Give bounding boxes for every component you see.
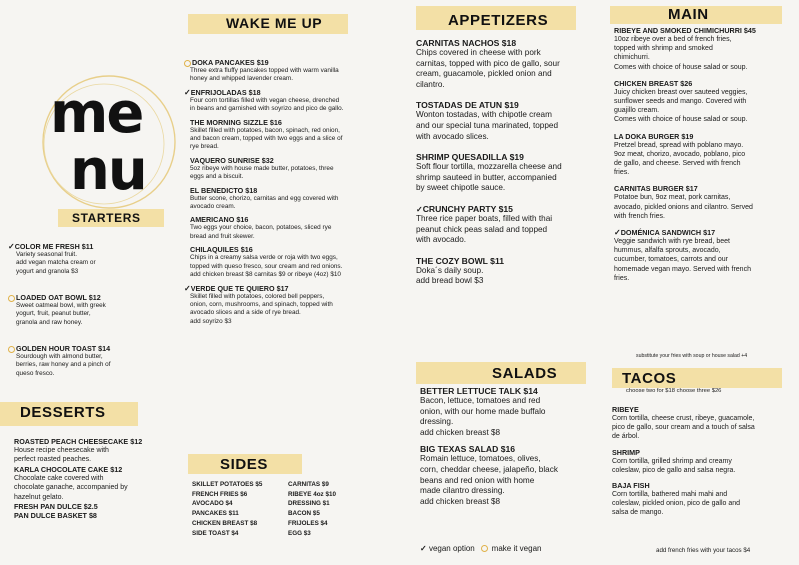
wake-heading: WAKE ME UP [226, 15, 323, 31]
circle-icon [8, 295, 15, 302]
logo-nu: nu [70, 138, 146, 203]
dessert-title: ROASTED PEACH CHEESECAKE $12 [14, 437, 143, 446]
main-title: LA DOKA BURGER $19 [614, 131, 694, 141]
dessert-title: FRESH PAN DULCE $2.5 [14, 502, 98, 512]
appetizer-title: THE COZY BOWL $11 [416, 255, 505, 266]
wake-desc: Three extra fluffy pancakes topped with warm vanilla honey and whipped lavender cream. [190, 67, 339, 83]
desserts-heading: DESSERTS [20, 404, 106, 421]
taco-title: RIBEYE [612, 405, 639, 414]
leaf-icon: ✓ [614, 228, 621, 238]
leaf-icon: ✓ [8, 242, 15, 251]
sides-heading: SIDES [220, 456, 269, 473]
side-item: PANCAKES $11 [192, 510, 239, 518]
taco-title: SHRIMP [612, 447, 640, 457]
appetizer-desc: Wonton tostadas, with chipotle cream and our special tuna marinated, topped with avocado slices. [416, 110, 559, 141]
desserts-list [14, 437, 184, 520]
main-desc: Pretzel bread, spread with poblano mayo. 9oz meat, chorizo, avocado, poblano, pico de gallo, and cheese. Served with french fries. [614, 141, 746, 177]
starter-item [8, 242, 178, 276]
starter-item [8, 293, 178, 327]
sides-col-1 [192, 480, 262, 538]
wake-desc: Two eggs your choice, bacon, potatoes, sliced rye bread and fruit skewer. [190, 224, 332, 240]
wake-title: THE MORNING SIZZLE $16 [190, 117, 282, 127]
wake-desc: Skillet filled with potatoes, colored bell peppers, onion, corn, mushrooms, and spinach, topped with avocado slices and a side of rye bread. add soyrizo $3 [190, 292, 333, 325]
salad-desc: Bacon, lettuce, tomatoes and red onion, with our home made buffalo dressing. add chicken breast $8 [420, 396, 546, 437]
appetizer-desc: Doka´s daily soup. add bread bowl $3 [416, 265, 484, 286]
taco-title: BAJA FISH [612, 481, 650, 491]
main-desc: Juicy chicken breast over sauteed veggies, sunflower seeds and mango. Covered with guajillo cream. Comes with choice of house salad or soup. [614, 88, 748, 124]
side-item: CHICKEN BREAST $8 [192, 519, 258, 527]
appetizer-title: CRUNCHY PARTY $15 [422, 203, 513, 214]
side-item: FRIJOLES $4 [288, 519, 328, 527]
starter-item [8, 344, 178, 378]
sides-col-2 [288, 480, 336, 538]
wake-title: DOKA PANCAKES $19 [192, 58, 269, 67]
side-item: DRESSING $1 [288, 500, 330, 508]
dessert-title: KARLA CHOCOLATE CAKE $12 [14, 464, 123, 474]
side-item: SKILLET POTATOES $5 [192, 481, 263, 488]
wake-title: VAQUERO SUNRISE $32 [190, 155, 274, 165]
wake-desc: Skillet filled with potatoes, bacon, spinach, red onion, and bacon cream, topped with two eggs and a slice of rye bread. [190, 126, 343, 151]
salad-title: BETTER LETTUCE TALK $14 [420, 386, 538, 396]
salads-heading: SALADS [492, 365, 558, 382]
logo-me: me [50, 81, 143, 146]
dessert-desc: House recipe cheesecake with perfect roasted peaches. [14, 447, 109, 464]
appetizer-desc: Three rice paper boats, filled with thai peanut chick peas salad and topped with avocado. [416, 213, 553, 245]
side-item: BACON $5 [288, 510, 320, 518]
main-note: substitute your fries with soup or house salad +4 [636, 353, 748, 359]
main-desc: Veggie sandwich with rye bread, beet hummus, alfalfa sprouts, avocado, cucumber, tomatoes, carrots and our homemade vegan mayo. Served with french fries. [614, 238, 751, 282]
circle-icon [184, 60, 191, 67]
leaf-icon: ✓ [184, 283, 191, 293]
wake-title: CHILAQUILES $16 [190, 245, 253, 255]
appetizer-desc: Chips covered in cheese with pork carnitas, topped with pico de gallo, sour cream, guacamole, pickled onion and cilantro. [416, 48, 560, 89]
tacos-note: add french fries with your tacos $4 [656, 547, 751, 554]
salad-desc: Romain lettuce, tomatoes, olives, corn, cheddar cheese, jalapeño, black beans and red onion with home made cilantro dressing. add chicken breast $8 [420, 454, 558, 506]
wake-desc: Four corn tortillas filled with vegan cheese, drenched in beans and garnished with soyrizo and pico de gallo. [190, 96, 344, 113]
side-item: SIDE TOAST $4 [192, 529, 239, 537]
side-item: CARNITAS $9 [288, 481, 329, 488]
wake-desc: 5oz ribeye with house made butter, potatoes, three eggs and a biscuit. [190, 164, 334, 181]
starter-desc: Variety seasonal fruit. add vegan matcha cream or yogurt and granola $3 [16, 251, 96, 275]
appetizers-heading: APPETIZERS [448, 12, 549, 29]
side-item: EGG $3 [288, 529, 311, 537]
legend-vegan: vegan option [428, 544, 475, 553]
leaf-icon: ✓ [416, 204, 423, 214]
side-item: AVOCADO $4 [192, 500, 233, 508]
starter-title: COLOR ME FRESH $11 [14, 242, 94, 251]
salads-list [420, 386, 606, 507]
tacos-heading: TACOS [622, 370, 677, 387]
appetizer-desc: Soft flour tortilla, mozzarella cheese and shrimp sauteed in butter, accompanied by sweet chipotle sauce. [416, 162, 562, 193]
appetizer-title: SHRIMP QUESADILLA $19 [416, 152, 524, 163]
circle-icon [481, 545, 488, 552]
wake-title: ENFRIJOLADAS $18 [190, 87, 261, 97]
legend [420, 544, 541, 553]
salad-title: BIG TEXAS SALAD $16 [420, 444, 516, 455]
starters-heading: STARTERS [72, 211, 141, 225]
main-desc: 10oz ribeye over a bed of french fries, topped with shrimp and smoked chimichurri. Comes with choice of house salad or soup. [614, 36, 748, 71]
leaf-icon: ✓ [420, 544, 427, 553]
main-desc: Potatoe bun, 9oz meat, pork carnitas, avocado, pickled onions and cilantro. Served with french fries. [614, 194, 753, 220]
side-item: FRENCH FRIES $6 [192, 490, 248, 498]
legend-make-vegan: make it vegan [491, 544, 542, 553]
appetizers-list [416, 38, 602, 287]
starter-desc: Sweet oatmeal bowl, with greek yogurt, fruit, peanut butter, granola and raw honey. [16, 302, 106, 326]
starter-desc: Sourdough with almond butter, berries, raw honey and a pinch of queso fresco. [16, 353, 111, 377]
taco-desc: Corn tortilla, grilled shrimp and creamy coleslaw, pico de gallo and salsa negra. [612, 457, 736, 474]
leaf-icon: ✓ [184, 87, 191, 97]
main-title: CARNITAS BURGER $17 [614, 184, 698, 194]
taco-desc: Corn tortilla, cheese crust, ribeye, guacamole, pico de gallo, sour cream and a touch of salsa de árbol. [612, 415, 755, 441]
wake-list [184, 58, 409, 326]
main-heading: MAIN [668, 6, 709, 23]
main-list [614, 26, 794, 283]
taco-desc: Corn tortilla, bathered mahi mahi and coleslaw, pickled onion, pico de gallo and salsa de mango. [612, 491, 741, 517]
main-title: CHICKEN BREAST $26 [614, 78, 693, 88]
wake-desc: Chips in a creamy salsa verde or roja with two eggs, topped with queso fresco, sour cream and red onions. add chicken breast $8 carnitas $9 or ribeye (4oz) $10 [190, 254, 343, 279]
wake-title: VERDE QUE TE QUIERO $17 [190, 283, 289, 293]
tacos-list [612, 405, 792, 518]
side-item: RIBEYE 4oz $10 [288, 490, 336, 498]
appetizer-title: TOSTADAS DE ATUN $19 [416, 100, 519, 111]
appetizer-title: CARNITAS NACHOS $18 [416, 38, 517, 48]
main-title: DOMÉNICA SANDWICH $17 [620, 228, 716, 238]
wake-title: AMERICANO $16 [190, 215, 249, 225]
starter-title: GOLDEN HOUR TOAST $14 [16, 344, 111, 353]
tacos-price-note: choose two for $18 choose three $26 [626, 388, 722, 394]
dessert-title: PAN DULCE BASKET $8 [14, 511, 97, 521]
wake-desc: Butter scone, chorizo, carnitas and egg covered with avocado cream. [190, 194, 339, 211]
starter-title: LOADED OAT BOWL $12 [16, 293, 101, 302]
circle-icon [8, 346, 15, 353]
dessert-desc: Chocolate cake covered with chocolate ganache, accompanied by hazelnut gelato. [14, 474, 128, 501]
wake-title: EL BENEDICTO $18 [190, 185, 258, 195]
main-title: RIBEYE AND SMOKED CHIMICHURRI $45 [614, 26, 756, 35]
